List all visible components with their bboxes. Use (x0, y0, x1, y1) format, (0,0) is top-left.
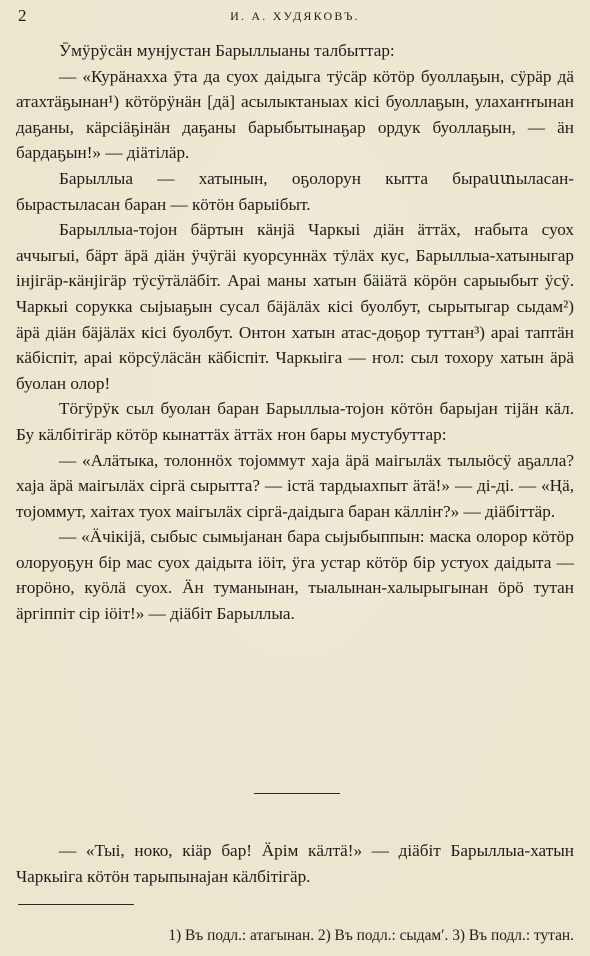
paragraph: — «Ӓчікіјӓ, сыбыс сымыјанан бара сыјыбыппын: маска олорор кӧтӧр олоруоҕун бір мас суох даідыта іӧіт, ӱга устар кӧтӧр бір устуох даідыта — ҥорӧно, куӧлӓ суох. Ӓн туманынан, тыалынан-халырыгынан ӧрӧ тутан ӓргіппіт сір іӧіт!» — діӓбіт Барыллыа. (16, 527, 574, 624)
section-divider (254, 793, 340, 794)
paragraph: Барыллыа — хатынын, оҕолорун кытта быраստыласан-бырастыласан баран — кӧтӧн барыібыт. (16, 168, 574, 214)
paragraph: Барыллыа-тојон бӓртын кӓнјӓ Чаркыі діӓн ӓттӓх, ҥабыта суох аччыгыі, бӓрт ӓрӓ діӓн ӱчӱгӓі куорсуннӓх тӱлӓх кус, Барыллыа-хатыныгар інјігӓр-кӓнјігӓр тӱсӱтӓлӓбіт. Араі маны хатын бӓіӓтӓ кӧрӧн сарыыбыт ӱсӱ. Чаркыі сорукка сыјыаҕын сусал бӓјӓлӓх кісі буолбут, сырытыгар сыдам²) ӓрӓ діӓн бӓјӓлӓх кісі буолбут. Онтон хатын атас-доҕор туттан³) араі таптӓн кӓбіспіт, араі кӧрсӱлӓсӓн кӓбіспіт. Чаркыіга — ҥол: сыл тохору хатын ӓрӓ буолан олор! (16, 220, 574, 393)
page-number: 2 (18, 6, 27, 25)
paragraph: Ӯмӱрӱсӓн мунјустан Барыллыаны талбыттар: (59, 41, 395, 60)
paragraph: — «Курӓнахха ӯта да суох даідыга тӱсӓр кӧтӧр буоллаҕын, сӱрӓр дӓ атахтӓҕынан¹) кӧтӧрӱнӓн [дӓ] асылыктаныах кісі буоллаҕын, улахаҥҥынан даҕаны, кӓрсіӓҕінӓн даҕаны барыбытынаҕар ордук буоллаҕын, — ӓн бардаҕын!» — діӓтілӓр. (16, 66, 574, 163)
paragraph: Тӧгӱрӱк сыл буолан баран Барыллыа-тојон кӧтӧн барыјан тіјӓн кӓл. Бу кӓлбітігӓр кӧтӧр кынаттӓх ӓттӓх ҥон бары мустубуттар: (16, 399, 574, 444)
running-head: И. А. ХУДЯКОВЪ. (230, 9, 360, 23)
body-text (16, 38, 574, 627)
paragraph: — «Алӓтыка, толоннӧх тојоммут хаја ӓрӓ маігылӓх тылыӧсӱ аҕалла? хаја ӓрӓ маігылӓх сіргӓ сырытта? — істӓ тардыахпыт ӓтӓ!» — ді-ді. — «Ңӓ, тојоммут, хаітах туох маігылӓх сіргӓ-даідыга баран кӓлліҥ?» — діӓбіттӓр. (16, 450, 574, 521)
footnote-rule (18, 904, 134, 905)
footnotes: 1) Въ подл.: атагынан. 2) Въ подл.: сыдам′. 3) Въ подл.: тутан. (168, 927, 574, 944)
paragraph: — «Тыі, ноко, кіӓр бар! Ӓрім кӓлтӓ!» — діӓбіт Барыллыа-хатын Чаркыіга кӧтӧн тарыпынајан кӓлбітігӓр. (16, 841, 574, 886)
closing-section (16, 838, 574, 889)
page-header (18, 6, 572, 26)
